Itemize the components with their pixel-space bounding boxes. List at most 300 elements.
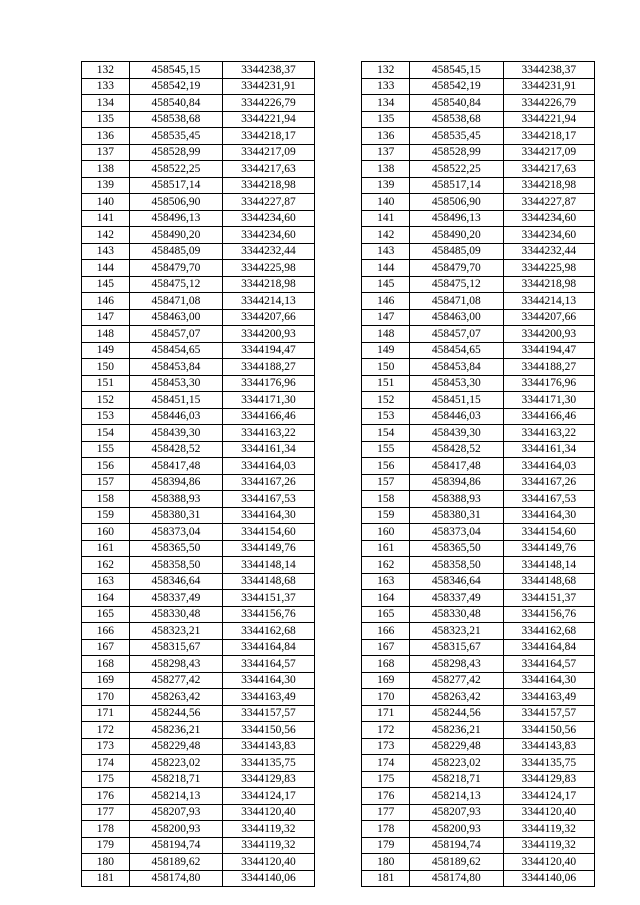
table-row: [82, 62, 595, 79]
right-point-number-cell: 174: [362, 755, 410, 772]
left-y-coordinate-cell: 3344140,06: [223, 870, 314, 887]
right-y-coordinate-cell: 3344171,30: [503, 392, 594, 409]
left-y-coordinate-cell: 3344194,47: [223, 342, 314, 359]
left-x-coordinate-cell: 458457,07: [129, 326, 222, 343]
right-y-coordinate-cell: 3344157,57: [503, 705, 594, 722]
right-y-coordinate-cell: 3344143,83: [503, 738, 594, 755]
left-x-coordinate-cell: 458506,90: [129, 194, 222, 211]
column-gap: [314, 342, 362, 359]
left-point-number-cell: 172: [82, 722, 130, 739]
right-y-coordinate-cell: 3344164,30: [503, 672, 594, 689]
right-point-number-cell: 157: [362, 474, 410, 491]
right-point-number-cell: 137: [362, 144, 410, 161]
right-point-number-cell: 167: [362, 639, 410, 656]
right-point-number-cell: 152: [362, 392, 410, 409]
column-gap: [314, 540, 362, 557]
left-x-coordinate-cell: 458394,86: [129, 474, 222, 491]
left-y-coordinate-cell: 3344163,49: [223, 689, 314, 706]
left-x-coordinate-cell: 458315,67: [129, 639, 222, 656]
left-y-coordinate-cell: 3344207,66: [223, 309, 314, 326]
right-x-coordinate-cell: 458506,90: [410, 194, 503, 211]
column-gap: [314, 95, 362, 112]
left-point-number-cell: 169: [82, 672, 130, 689]
left-x-coordinate-cell: 458200,93: [129, 821, 222, 838]
right-x-coordinate-cell: 458439,30: [410, 425, 503, 442]
right-point-number-cell: 150: [362, 359, 410, 376]
right-point-number-cell: 180: [362, 854, 410, 871]
right-point-number-cell: 164: [362, 590, 410, 607]
left-x-coordinate-cell: 458545,15: [129, 62, 222, 79]
right-y-coordinate-cell: 3344166,46: [503, 408, 594, 425]
left-x-coordinate-cell: 458194,74: [129, 837, 222, 854]
left-y-coordinate-cell: 3344161,34: [223, 441, 314, 458]
right-y-coordinate-cell: 3344231,91: [503, 78, 594, 95]
right-x-coordinate-cell: 458522,25: [410, 161, 503, 178]
table-row: [82, 524, 595, 541]
table-row: [82, 441, 595, 458]
left-y-coordinate-cell: 3344154,60: [223, 524, 314, 541]
left-point-number-cell: 178: [82, 821, 130, 838]
column-gap: [314, 788, 362, 805]
table-row: [82, 458, 595, 475]
left-point-number-cell: 155: [82, 441, 130, 458]
right-x-coordinate-cell: 458229,48: [410, 738, 503, 755]
right-x-coordinate-cell: 458428,52: [410, 441, 503, 458]
left-point-number-cell: 149: [82, 342, 130, 359]
left-y-coordinate-cell: 3344171,30: [223, 392, 314, 409]
right-y-coordinate-cell: 3344188,27: [503, 359, 594, 376]
right-x-coordinate-cell: 458200,93: [410, 821, 503, 838]
right-x-coordinate-cell: 458485,09: [410, 243, 503, 260]
left-y-coordinate-cell: 3344162,68: [223, 623, 314, 640]
right-y-coordinate-cell: 3344162,68: [503, 623, 594, 640]
left-point-number-cell: 159: [82, 507, 130, 524]
left-y-coordinate-cell: 3344221,94: [223, 111, 314, 128]
column-gap: [314, 854, 362, 871]
right-y-coordinate-cell: 3344218,98: [503, 177, 594, 194]
right-y-coordinate-cell: 3344163,22: [503, 425, 594, 442]
right-x-coordinate-cell: 458298,43: [410, 656, 503, 673]
right-y-coordinate-cell: 3344120,40: [503, 804, 594, 821]
right-x-coordinate-cell: 458388,93: [410, 491, 503, 508]
table-row: [82, 854, 595, 871]
table-row: [82, 788, 595, 805]
left-y-coordinate-cell: 3344227,87: [223, 194, 314, 211]
table-row: [82, 639, 595, 656]
right-y-coordinate-cell: 3344135,75: [503, 755, 594, 772]
left-x-coordinate-cell: 458365,50: [129, 540, 222, 557]
left-y-coordinate-cell: 3344164,84: [223, 639, 314, 656]
right-point-number-cell: 163: [362, 573, 410, 590]
right-y-coordinate-cell: 3344154,60: [503, 524, 594, 541]
column-gap: [314, 837, 362, 854]
table-row: [82, 837, 595, 854]
right-x-coordinate-cell: 458542,19: [410, 78, 503, 95]
column-gap: [314, 507, 362, 524]
right-point-number-cell: 169: [362, 672, 410, 689]
left-x-coordinate-cell: 458207,93: [129, 804, 222, 821]
right-x-coordinate-cell: 458380,31: [410, 507, 503, 524]
column-gap: [314, 62, 362, 79]
table-row: [82, 491, 595, 508]
right-x-coordinate-cell: 458365,50: [410, 540, 503, 557]
left-point-number-cell: 161: [82, 540, 130, 557]
column-gap: [314, 821, 362, 838]
left-y-coordinate-cell: 3344156,76: [223, 606, 314, 623]
right-x-coordinate-cell: 458528,99: [410, 144, 503, 161]
column-gap: [314, 755, 362, 772]
right-x-coordinate-cell: 458189,62: [410, 854, 503, 871]
left-x-coordinate-cell: 458236,21: [129, 722, 222, 739]
right-y-coordinate-cell: 3344163,49: [503, 689, 594, 706]
right-point-number-cell: 149: [362, 342, 410, 359]
right-y-coordinate-cell: 3344232,44: [503, 243, 594, 260]
left-point-number-cell: 164: [82, 590, 130, 607]
left-x-coordinate-cell: 458218,71: [129, 771, 222, 788]
right-x-coordinate-cell: 458373,04: [410, 524, 503, 541]
left-x-coordinate-cell: 458358,50: [129, 557, 222, 574]
left-x-coordinate-cell: 458189,62: [129, 854, 222, 871]
right-y-coordinate-cell: 3344120,40: [503, 854, 594, 871]
left-point-number-cell: 134: [82, 95, 130, 112]
right-point-number-cell: 145: [362, 276, 410, 293]
table-row: [82, 573, 595, 590]
column-gap: [314, 606, 362, 623]
left-x-coordinate-cell: 458388,93: [129, 491, 222, 508]
column-gap: [314, 524, 362, 541]
right-point-number-cell: 133: [362, 78, 410, 95]
left-point-number-cell: 181: [82, 870, 130, 887]
right-y-coordinate-cell: 3344150,56: [503, 722, 594, 739]
right-y-coordinate-cell: 3344148,14: [503, 557, 594, 574]
left-point-number-cell: 142: [82, 227, 130, 244]
column-gap: [314, 573, 362, 590]
right-x-coordinate-cell: 458330,48: [410, 606, 503, 623]
left-y-coordinate-cell: 3344150,56: [223, 722, 314, 739]
right-point-number-cell: 158: [362, 491, 410, 508]
right-y-coordinate-cell: 3344218,98: [503, 276, 594, 293]
right-point-number-cell: 147: [362, 309, 410, 326]
right-point-number-cell: 154: [362, 425, 410, 442]
right-y-coordinate-cell: 3344221,94: [503, 111, 594, 128]
left-point-number-cell: 141: [82, 210, 130, 227]
right-x-coordinate-cell: 458538,68: [410, 111, 503, 128]
right-x-coordinate-cell: 458337,49: [410, 590, 503, 607]
table-row: [82, 276, 595, 293]
left-y-coordinate-cell: 3344188,27: [223, 359, 314, 376]
left-y-coordinate-cell: 3344238,37: [223, 62, 314, 79]
table-row: [82, 771, 595, 788]
right-x-coordinate-cell: 458277,42: [410, 672, 503, 689]
column-gap: [314, 227, 362, 244]
right-x-coordinate-cell: 458545,15: [410, 62, 503, 79]
table-row: [82, 342, 595, 359]
right-x-coordinate-cell: 458214,13: [410, 788, 503, 805]
left-point-number-cell: 146: [82, 293, 130, 310]
column-gap: [314, 557, 362, 574]
table-row: [82, 78, 595, 95]
left-y-coordinate-cell: 3344164,57: [223, 656, 314, 673]
column-gap: [314, 689, 362, 706]
column-gap: [314, 78, 362, 95]
left-point-number-cell: 176: [82, 788, 130, 805]
column-gap: [314, 128, 362, 145]
left-y-coordinate-cell: 3344149,76: [223, 540, 314, 557]
column-gap: [314, 804, 362, 821]
column-gap: [314, 144, 362, 161]
left-point-number-cell: 147: [82, 309, 130, 326]
right-y-coordinate-cell: 3344217,63: [503, 161, 594, 178]
left-point-number-cell: 171: [82, 705, 130, 722]
column-gap: [314, 458, 362, 475]
left-x-coordinate-cell: 458471,08: [129, 293, 222, 310]
column-gap: [314, 425, 362, 442]
right-point-number-cell: 156: [362, 458, 410, 475]
table-row: [82, 705, 595, 722]
right-y-coordinate-cell: 3344234,60: [503, 210, 594, 227]
left-y-coordinate-cell: 3344200,93: [223, 326, 314, 343]
table-row: [82, 804, 595, 821]
right-y-coordinate-cell: 3344164,57: [503, 656, 594, 673]
left-point-number-cell: 133: [82, 78, 130, 95]
right-y-coordinate-cell: 3344140,06: [503, 870, 594, 887]
left-x-coordinate-cell: 458522,25: [129, 161, 222, 178]
right-y-coordinate-cell: 3344164,84: [503, 639, 594, 656]
right-y-coordinate-cell: 3344207,66: [503, 309, 594, 326]
table-row: [82, 260, 595, 277]
right-x-coordinate-cell: 458417,48: [410, 458, 503, 475]
right-y-coordinate-cell: 3344214,13: [503, 293, 594, 310]
right-y-coordinate-cell: 3344167,26: [503, 474, 594, 491]
left-x-coordinate-cell: 458439,30: [129, 425, 222, 442]
left-x-coordinate-cell: 458380,31: [129, 507, 222, 524]
column-gap: [314, 474, 362, 491]
table-row: [82, 309, 595, 326]
right-y-coordinate-cell: 3344119,32: [503, 837, 594, 854]
right-point-number-cell: 179: [362, 837, 410, 854]
left-point-number-cell: 145: [82, 276, 130, 293]
table-row: [82, 194, 595, 211]
column-gap: [314, 441, 362, 458]
table-row: [82, 95, 595, 112]
left-x-coordinate-cell: 458542,19: [129, 78, 222, 95]
left-y-coordinate-cell: 3344226,79: [223, 95, 314, 112]
table-row: [82, 474, 595, 491]
column-gap: [314, 623, 362, 640]
left-x-coordinate-cell: 458263,42: [129, 689, 222, 706]
right-y-coordinate-cell: 3344156,76: [503, 606, 594, 623]
left-x-coordinate-cell: 458244,56: [129, 705, 222, 722]
table-row: [82, 111, 595, 128]
table-row: [82, 375, 595, 392]
column-gap: [314, 738, 362, 755]
left-y-coordinate-cell: 3344129,83: [223, 771, 314, 788]
left-x-coordinate-cell: 458229,48: [129, 738, 222, 755]
left-point-number-cell: 144: [82, 260, 130, 277]
table-row: [82, 144, 595, 161]
left-x-coordinate-cell: 458490,20: [129, 227, 222, 244]
column-gap: [314, 656, 362, 673]
right-x-coordinate-cell: 458517,14: [410, 177, 503, 194]
left-point-number-cell: 153: [82, 408, 130, 425]
left-point-number-cell: 157: [82, 474, 130, 491]
right-point-number-cell: 162: [362, 557, 410, 574]
right-point-number-cell: 159: [362, 507, 410, 524]
left-y-coordinate-cell: 3344124,17: [223, 788, 314, 805]
left-x-coordinate-cell: 458479,70: [129, 260, 222, 277]
table-row: [82, 326, 595, 343]
right-point-number-cell: 134: [362, 95, 410, 112]
right-x-coordinate-cell: 458394,86: [410, 474, 503, 491]
coordinates-table-body: [82, 62, 595, 887]
right-x-coordinate-cell: 458475,12: [410, 276, 503, 293]
left-y-coordinate-cell: 3344148,14: [223, 557, 314, 574]
right-x-coordinate-cell: 458236,21: [410, 722, 503, 739]
left-point-number-cell: 160: [82, 524, 130, 541]
column-gap: [314, 672, 362, 689]
left-y-coordinate-cell: 3344234,60: [223, 227, 314, 244]
column-gap: [314, 590, 362, 607]
left-point-number-cell: 150: [82, 359, 130, 376]
right-x-coordinate-cell: 458207,93: [410, 804, 503, 821]
right-x-coordinate-cell: 458451,15: [410, 392, 503, 409]
left-y-coordinate-cell: 3344157,57: [223, 705, 314, 722]
left-point-number-cell: 179: [82, 837, 130, 854]
left-x-coordinate-cell: 458453,84: [129, 359, 222, 376]
table-row: [82, 359, 595, 376]
column-gap: [314, 194, 362, 211]
table-row: [82, 755, 595, 772]
right-x-coordinate-cell: 458446,03: [410, 408, 503, 425]
table-row: [82, 689, 595, 706]
table-row: [82, 177, 595, 194]
left-x-coordinate-cell: 458454,65: [129, 342, 222, 359]
column-gap: [314, 408, 362, 425]
left-point-number-cell: 148: [82, 326, 130, 343]
right-x-coordinate-cell: 458490,20: [410, 227, 503, 244]
table-row: [82, 623, 595, 640]
right-y-coordinate-cell: 3344238,37: [503, 62, 594, 79]
table-row: [82, 507, 595, 524]
right-y-coordinate-cell: 3344148,68: [503, 573, 594, 590]
left-point-number-cell: 137: [82, 144, 130, 161]
left-x-coordinate-cell: 458214,13: [129, 788, 222, 805]
column-gap: [314, 177, 362, 194]
right-y-coordinate-cell: 3344149,76: [503, 540, 594, 557]
column-gap: [314, 243, 362, 260]
right-x-coordinate-cell: 458194,74: [410, 837, 503, 854]
left-x-coordinate-cell: 458528,99: [129, 144, 222, 161]
left-point-number-cell: 132: [82, 62, 130, 79]
left-y-coordinate-cell: 3344120,40: [223, 804, 314, 821]
table-row: [82, 408, 595, 425]
left-y-coordinate-cell: 3344176,96: [223, 375, 314, 392]
right-y-coordinate-cell: 3344200,93: [503, 326, 594, 343]
right-x-coordinate-cell: 458454,65: [410, 342, 503, 359]
left-x-coordinate-cell: 458538,68: [129, 111, 222, 128]
right-point-number-cell: 177: [362, 804, 410, 821]
right-y-coordinate-cell: 3344151,37: [503, 590, 594, 607]
left-y-coordinate-cell: 3344164,30: [223, 507, 314, 524]
left-y-coordinate-cell: 3344231,91: [223, 78, 314, 95]
left-y-coordinate-cell: 3344143,83: [223, 738, 314, 755]
table-row: [82, 590, 595, 607]
right-x-coordinate-cell: 458358,50: [410, 557, 503, 574]
left-x-coordinate-cell: 458298,43: [129, 656, 222, 673]
left-y-coordinate-cell: 3344232,44: [223, 243, 314, 260]
left-point-number-cell: 170: [82, 689, 130, 706]
left-x-coordinate-cell: 458277,42: [129, 672, 222, 689]
left-point-number-cell: 174: [82, 755, 130, 772]
column-gap: [314, 326, 362, 343]
right-point-number-cell: 151: [362, 375, 410, 392]
left-y-coordinate-cell: 3344135,75: [223, 755, 314, 772]
column-gap: [314, 309, 362, 326]
right-point-number-cell: 175: [362, 771, 410, 788]
column-gap: [314, 161, 362, 178]
right-point-number-cell: 153: [362, 408, 410, 425]
right-point-number-cell: 172: [362, 722, 410, 739]
left-x-coordinate-cell: 458496,13: [129, 210, 222, 227]
left-y-coordinate-cell: 3344217,09: [223, 144, 314, 161]
table-row: [82, 870, 595, 887]
left-point-number-cell: 177: [82, 804, 130, 821]
left-y-coordinate-cell: 3344119,32: [223, 821, 314, 838]
left-y-coordinate-cell: 3344167,26: [223, 474, 314, 491]
left-x-coordinate-cell: 458330,48: [129, 606, 222, 623]
table-row: [82, 606, 595, 623]
left-x-coordinate-cell: 458485,09: [129, 243, 222, 260]
left-y-coordinate-cell: 3344148,68: [223, 573, 314, 590]
coordinates-table: [81, 61, 595, 887]
right-y-coordinate-cell: 3344218,17: [503, 128, 594, 145]
table-row: [82, 540, 595, 557]
right-point-number-cell: 168: [362, 656, 410, 673]
left-x-coordinate-cell: 458535,45: [129, 128, 222, 145]
right-y-coordinate-cell: 3344234,60: [503, 227, 594, 244]
table-row: [82, 161, 595, 178]
table-row: [82, 392, 595, 409]
right-point-number-cell: 173: [362, 738, 410, 755]
right-x-coordinate-cell: 458479,70: [410, 260, 503, 277]
right-point-number-cell: 139: [362, 177, 410, 194]
left-point-number-cell: 167: [82, 639, 130, 656]
left-point-number-cell: 175: [82, 771, 130, 788]
right-y-coordinate-cell: 3344194,47: [503, 342, 594, 359]
right-x-coordinate-cell: 458315,67: [410, 639, 503, 656]
right-point-number-cell: 181: [362, 870, 410, 887]
table-row: [82, 425, 595, 442]
left-point-number-cell: 135: [82, 111, 130, 128]
right-x-coordinate-cell: 458263,42: [410, 689, 503, 706]
left-x-coordinate-cell: 458540,84: [129, 95, 222, 112]
left-y-coordinate-cell: 3344166,46: [223, 408, 314, 425]
right-point-number-cell: 136: [362, 128, 410, 145]
right-x-coordinate-cell: 458244,56: [410, 705, 503, 722]
right-point-number-cell: 176: [362, 788, 410, 805]
left-y-coordinate-cell: 3344151,37: [223, 590, 314, 607]
right-point-number-cell: 161: [362, 540, 410, 557]
column-gap: [314, 293, 362, 310]
right-y-coordinate-cell: 3344161,34: [503, 441, 594, 458]
table-row: [82, 821, 595, 838]
left-y-coordinate-cell: 3344163,22: [223, 425, 314, 442]
left-point-number-cell: 154: [82, 425, 130, 442]
column-gap: [314, 260, 362, 277]
right-y-coordinate-cell: 3344167,53: [503, 491, 594, 508]
left-point-number-cell: 163: [82, 573, 130, 590]
right-point-number-cell: 165: [362, 606, 410, 623]
